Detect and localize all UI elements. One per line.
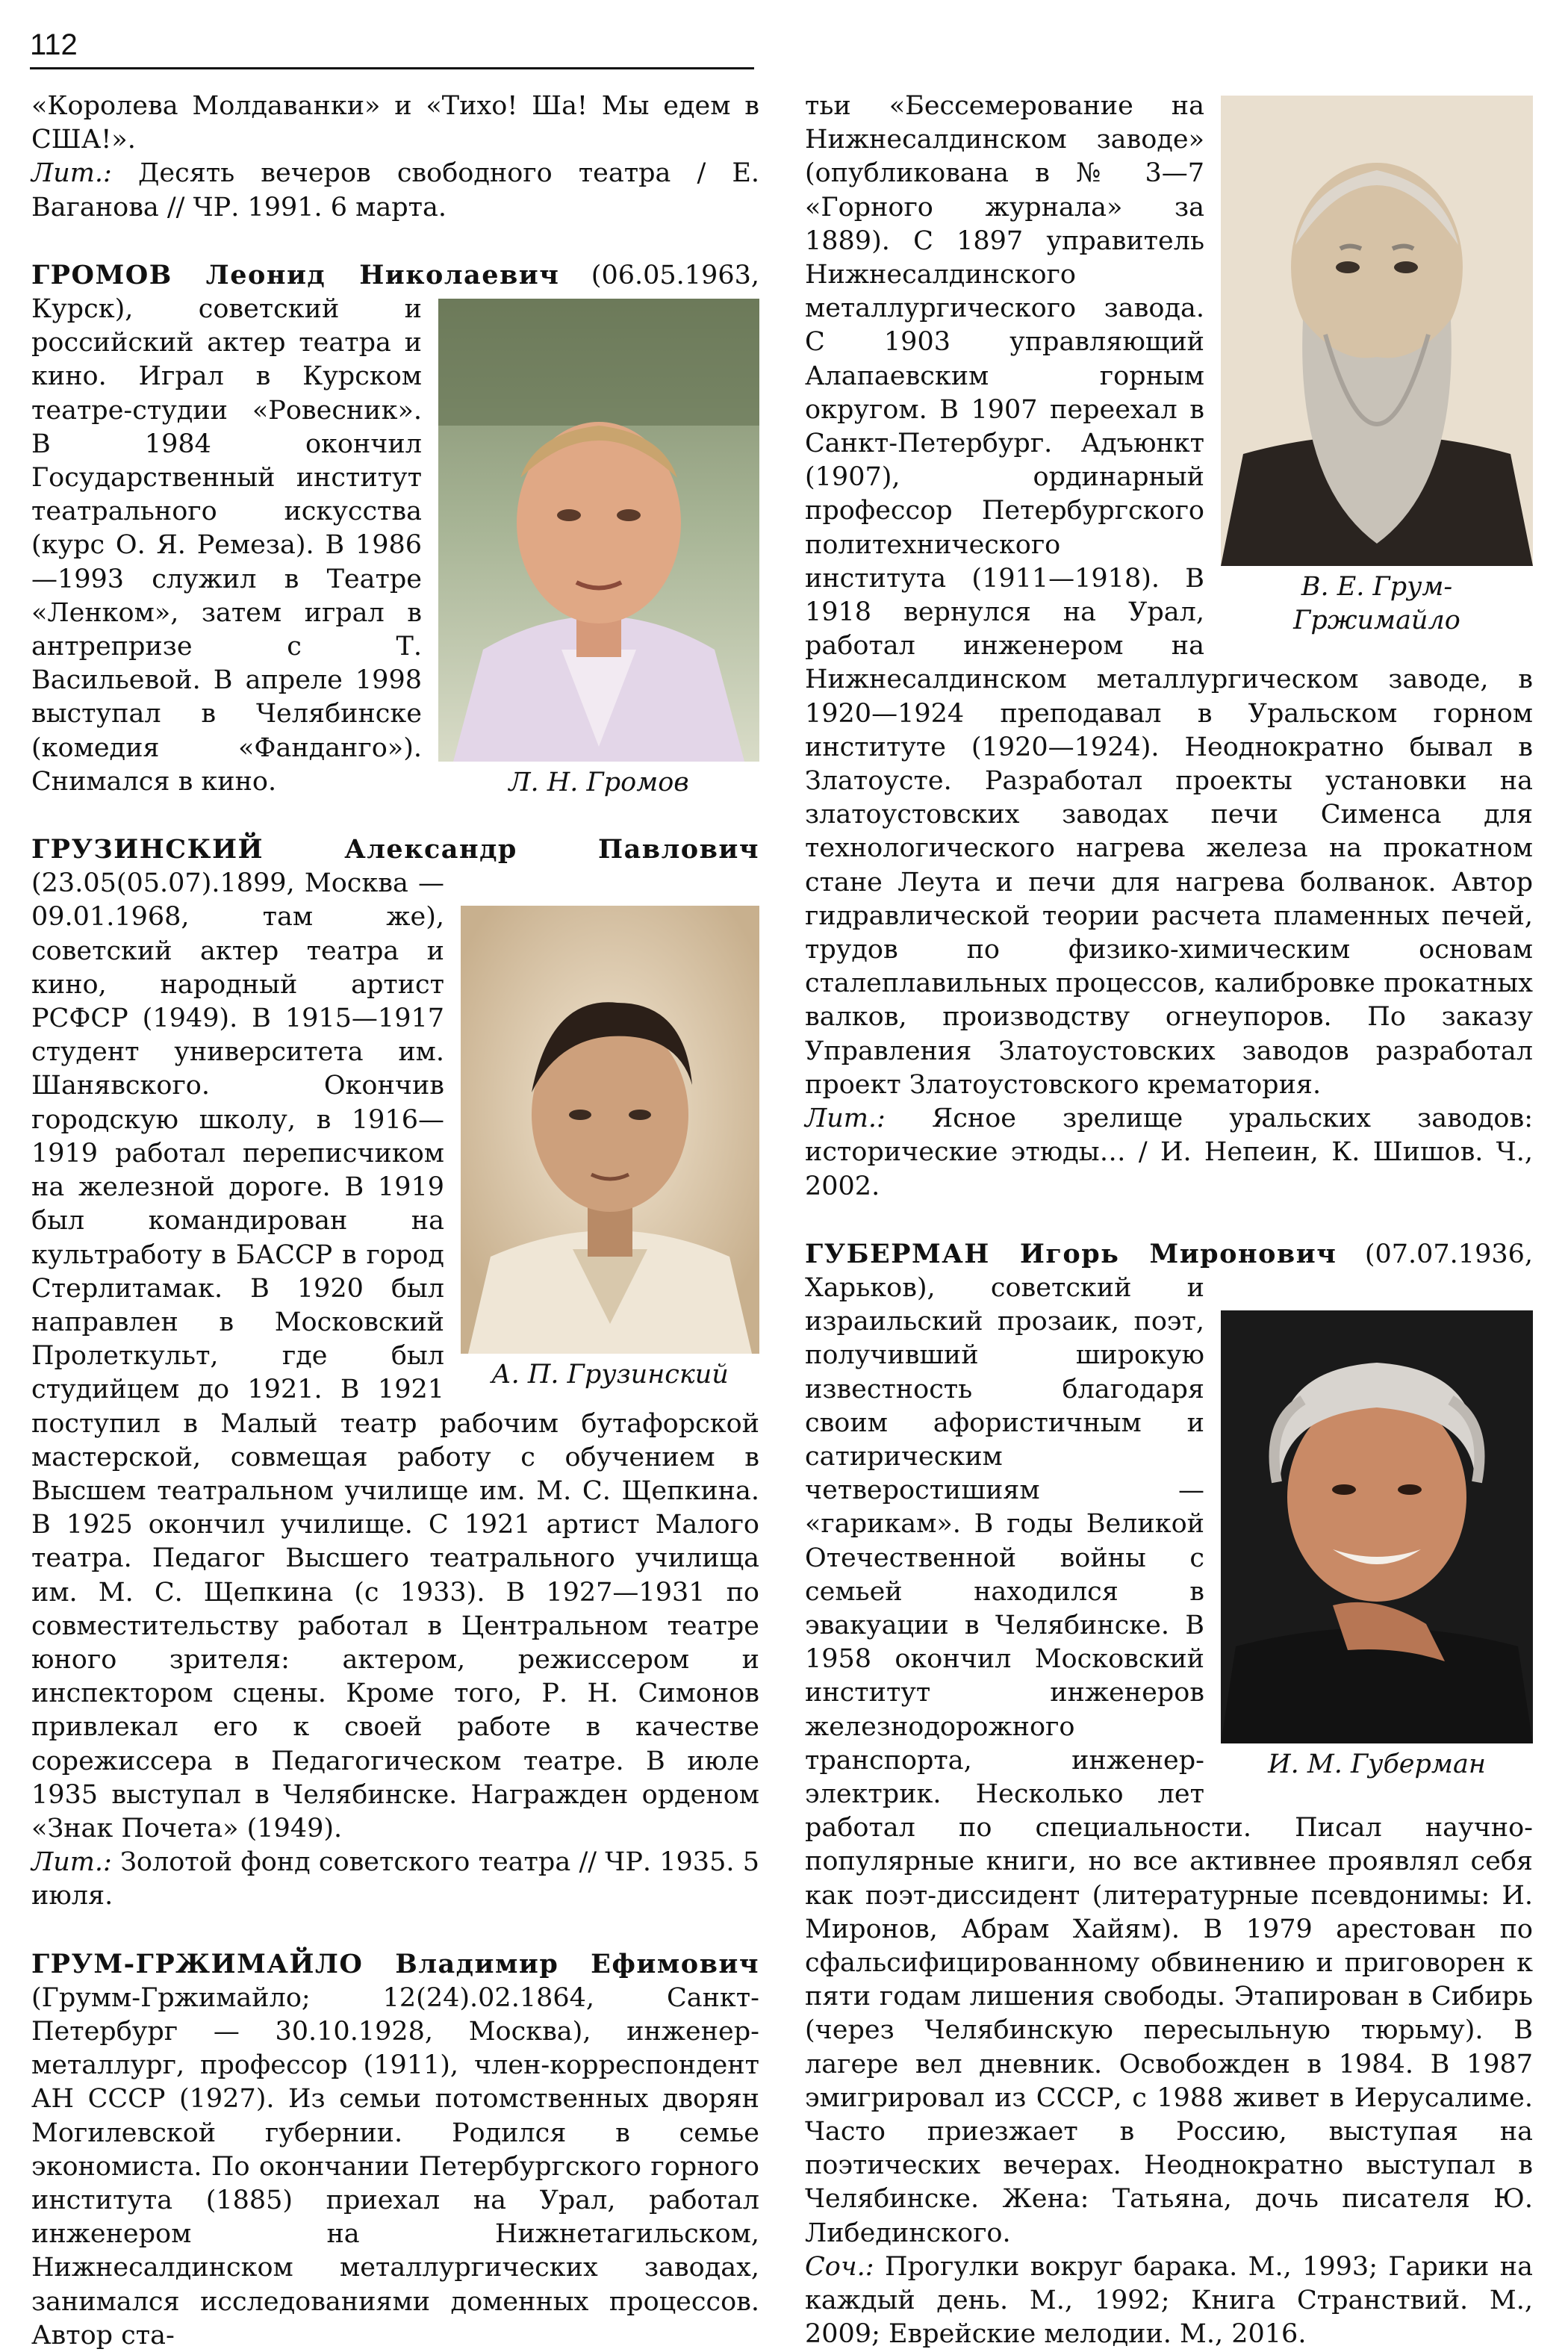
photo-caption: А. П. Грузинский xyxy=(491,1360,729,1390)
entry-body: тьи «Бессемерование на Нижнесалдинском заводе» (опубликована в № 3—7 «Горного журнала» за 1889). С 1897 управитель Нижнесалдинского металлургического завода. С 1903 управляющий Алапаевским горным округом. В 1907 переехал в Санкт-Петербург. Адъюнкт (1907), ординарный профессор Петербургского политехнического института (1911—1918). В 1918 вернулся на Урал, работал инженером на Нижнесалдинском металлургическом заводе, в 1920—1924 преподавал в Уральском горном институте (1920—1924). Неоднократно бывал в Златоусте. Разработал проекты установки на златоустовских заводах печи Сименса для технологического нагрева железа на прокатном стане Леута и печи для нагрева болванок. Автор гидравлической теории расчета пламенных печей, трудов по физико-химическим основам сталеплавильных процессов, калибровке прокатных валков, производству огнеупоров. По заказу Управления Златоустовских заводов разработал проект Златоустовского крематория. xyxy=(805,91,1533,1100)
literature-line xyxy=(805,1102,1533,1204)
photo-caption: Л. Н. Громов xyxy=(508,768,689,798)
right-column xyxy=(805,90,1533,2352)
literature-label: Лит.: xyxy=(31,158,112,189)
headword-surname: ГУБЕРМАН xyxy=(805,1238,990,1269)
entry-intro-continuation xyxy=(31,90,759,225)
entry-gruzinsky xyxy=(31,833,759,1914)
entry-headword xyxy=(31,834,759,865)
literature-text: Ясное зрелище уральских заводов: исторические этюды… / И. Непеин, К. Шишов. Ч., 2002. xyxy=(805,1104,1533,1201)
photo-caption: В. Е. Грум-Гржимайло xyxy=(1293,572,1460,635)
literature-label: Лит.: xyxy=(31,1847,112,1878)
entry-headword xyxy=(805,1239,1337,1269)
headword-given-name: Леонид Николаевич xyxy=(172,259,560,290)
entry-text: «Королева Молдаванки» и «Тихо! Ша! Мы едем в США!». xyxy=(31,91,759,155)
portrait-photo-guberman xyxy=(1221,1310,1533,1743)
entry-guberman xyxy=(805,1237,1533,2352)
entry-body: (07.07.1936, Харьков), советский и израильский прозаик, поэт, получивший широкую известность благодаря своим афористичным и сатирическим четверостишиям — «гарикам». В годы Великой Отечественной войны с семьей находился в эвакуации в Челябинске. В 1958 окончил Московский институт инженеров железнодорожного транспорта, инженер-электрик. Несколько лет работал по специальности. Писал научно-популярные книги, но все активнее проявлял себя как поэт-диссидент (литературные псевдонимы: И. Миронов, Абрам Хайям). В 1979 арестован по сфальсифицированному обвинению и приговорен к пяти годам лишения свободы. Этапирован в Сибирь (через Челябинскую пересыльную тюрьму). В лагере вел дневник. Освобожден в 1984. В 1987 эмигрировал из СССР, с 1988 живет в Иерусалиме. Часто приезжает в Россию, выступая на поэтических вечерах. Неоднократно выступал в Челябинске. Жена: Татьяна, дочь писателя Ю. Либединского. xyxy=(805,1239,1533,2248)
literature-line xyxy=(31,1846,759,1913)
left-column xyxy=(31,90,759,2352)
entry-body: (23.05(05.07).1899, Москва — 09.01.1968, там же), советский актер театра и кино, народный артист РСФСР (1949). В 1915—1917 студент университета им. Шанявского. Окончив городскую школу, в 1916—1919 работал переписчиком на железной дороге. В 1919 был командирован на культработу в БАССР в город Стерлитамак. В 1920 был направлен в Московский Пролеткульт, где был студийцем до 1921. В 1921 поступил в Малый театр рабочим бутафорской мастерской, совмещая работу с обучением в Высшем театральном училище им. М. С. Щепкина. В 1925 окончил училище. С 1921 артист Малого театра. Педагог Высшего театрального училища им. М. С. Щепкина (с 1933). В 1927—1931 по совместительству работал в Центральном театре юного зрителя: актером, режиссером и инспектором сцены. Кроме того, Р. Н. Симонов привлекал его к своей работе в качестве сорежиссера в Педагогическом театре. В июле 1935 выступал в Челябинске. Награжден орденом «Знак Почета» (1949). xyxy=(31,868,759,1844)
headword-given-name: Александр Павлович xyxy=(264,834,759,865)
photo-figure-grum-grzhimailo xyxy=(1221,96,1533,638)
works-line xyxy=(805,2250,1533,2352)
entry-grum-grzhimailo xyxy=(31,1947,759,2352)
page-number: 112 xyxy=(30,28,78,61)
literature-label: Лит.: xyxy=(805,1104,886,1134)
works-text: Прогулки вокруг барака. М., 1993; Гарики на каждый день. М., 1992; Книга Странствий. М., 2009; Еврейские мелодии. М., 2016. xyxy=(805,2251,1533,2350)
photo-caption: И. М. Губерман xyxy=(1268,1749,1486,1779)
headword-surname: ГРУМ-ГРЖИМАЙЛО xyxy=(31,1948,364,1979)
entry-headword xyxy=(31,1949,759,1979)
headword-surname: ГРОМОВ xyxy=(31,259,172,290)
entry-body: (Грумм-Гржимайло; 12(24).02.1864, Санкт-Петербург — 30.10.1928, Москва), инженер-металлург, профессор (1911), член-корреспондент АН СССР (1927). Из семьи потомственных дворян Могилевской губернии. Родился в семье экономиста. По окончании Петербургского горного института (1885) приехал на Урал, работал инженером на Нижнетагильском, Нижнесалдинском металлургических заводах, занимался исследованиями доменных процессов. Автор ста- xyxy=(31,1982,759,2351)
literature-text: Золотой фонд советского театра // ЧР. 1935. 5 июля. xyxy=(31,1847,759,1911)
portrait-photo-gruzinsky xyxy=(461,906,759,1354)
portrait-photo-gromov xyxy=(438,299,759,762)
photo-figure-guberman xyxy=(1221,1310,1533,1782)
literature-line xyxy=(31,157,759,224)
headword-given-name: Игорь Миронович xyxy=(989,1238,1337,1269)
header-rule xyxy=(30,67,754,69)
photo-figure-gromov xyxy=(438,299,759,800)
headword-surname: ГРУЗИНСКИЙ xyxy=(31,834,264,865)
photo-figure-gruzinsky xyxy=(461,906,759,1392)
literature-text: Десять вечеров свободного театра / Е. Ваганова // ЧР. 1991. 6 марта. xyxy=(31,158,759,223)
entry-grum-grzhimailo-continuation xyxy=(805,90,1533,1204)
headword-given-name: Владимир Ефимович xyxy=(363,1948,759,1979)
entry-body: (06.05.1963, Курск), советский и российский актер театра и кино. Играл в Курском театре-студии «Ровесник». В 1984 окончил Государственный институт театрального искусства (курс О. Я. Ремеза). В 1986—1993 служил в Театре «Ленком», затем играл в антрепризе с Т. Васильевой. В апреле 1998 выступал в Челябинске (комедия «Фанданго»). Снимался в кино. xyxy=(31,260,759,797)
portrait-photo-grum-grzhimailo xyxy=(1221,96,1533,566)
entry-gromov xyxy=(31,258,759,799)
works-label: Соч.: xyxy=(805,2251,874,2282)
entry-headword xyxy=(31,260,559,290)
